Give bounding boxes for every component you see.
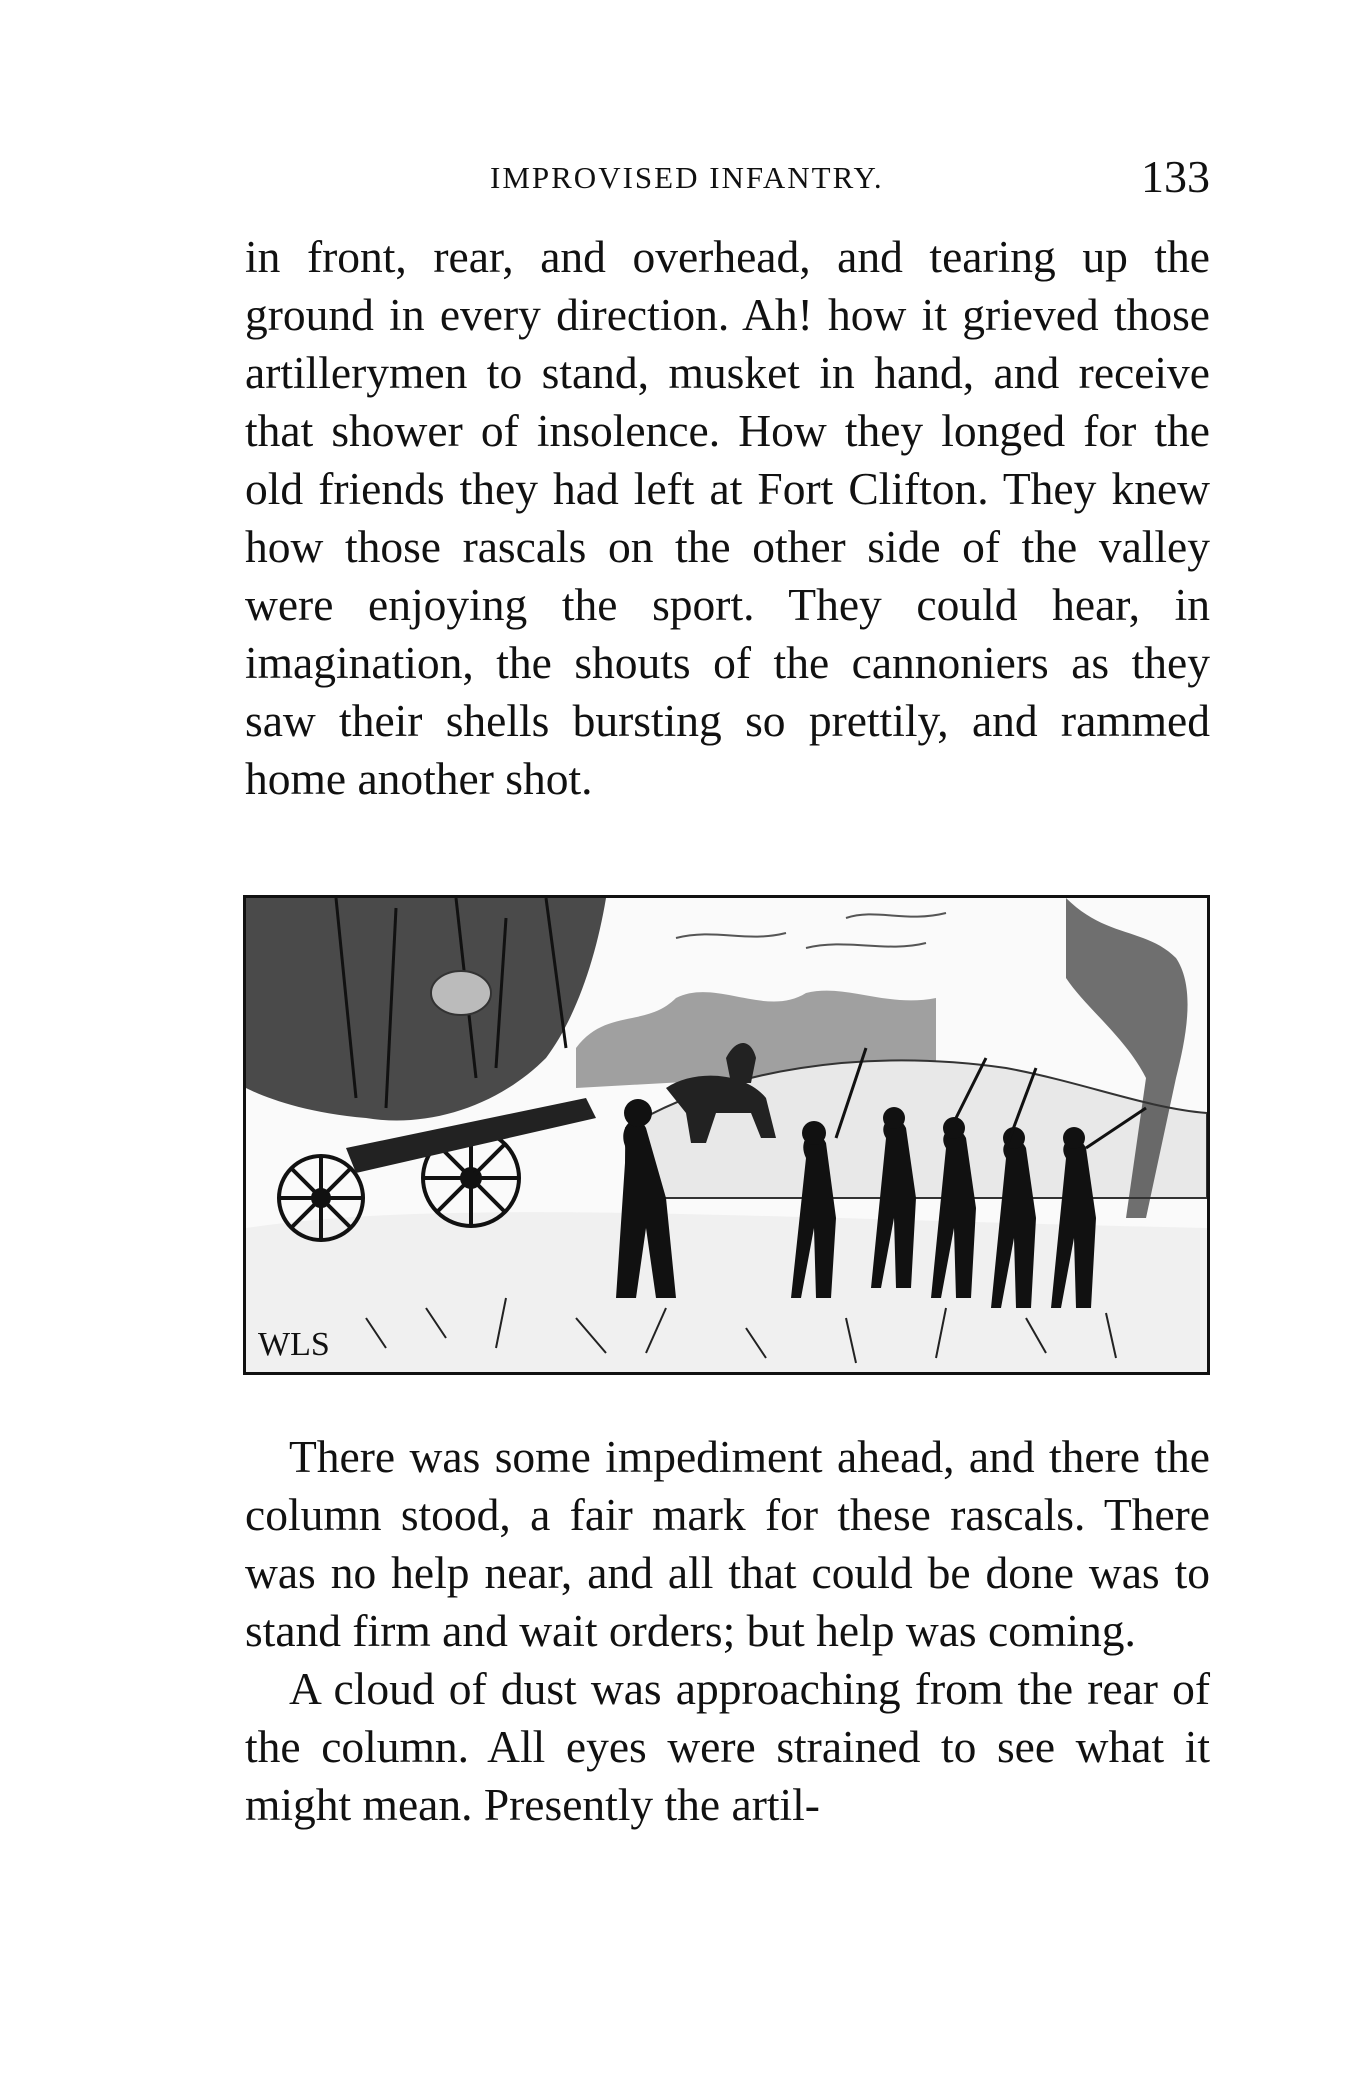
running-head [245, 150, 1210, 200]
paragraph: in front, rear, and overhead, and tearing up the ground in every direction. Ah! how it grieved those artillerymen to stand, musket in hand, and receive that shower of insolence. How they longed for the old friends they had left at Fort Clifton. They knew how those rascals on the other side of the valley were enjoying the sport. They could hear, in imagination, the shouts of the cannoniers as they saw their shells bursting so prettily, and rammed home another shot. [245, 231, 1210, 804]
engraving-drawing [246, 898, 1207, 1372]
text-block-top [245, 228, 1210, 808]
artist-monogram: WLS [258, 1326, 330, 1363]
page-number: 133 [1141, 151, 1210, 202]
engraving-illustration [243, 895, 1210, 1375]
paragraph: A cloud of dust was approaching from the rear of the column. All eyes were strained to see what it might mean. Presently the artil- [245, 1663, 1210, 1830]
paragraph: There was some impediment ahead, and there the column stood, a fair mark for these rascals. There was no help near, and all that could be done was to stand firm and wait orders; but help was coming. [245, 1431, 1210, 1656]
running-title: IMPROVISED INFANTRY. [490, 160, 884, 195]
text-block-bottom [245, 1428, 1210, 1834]
